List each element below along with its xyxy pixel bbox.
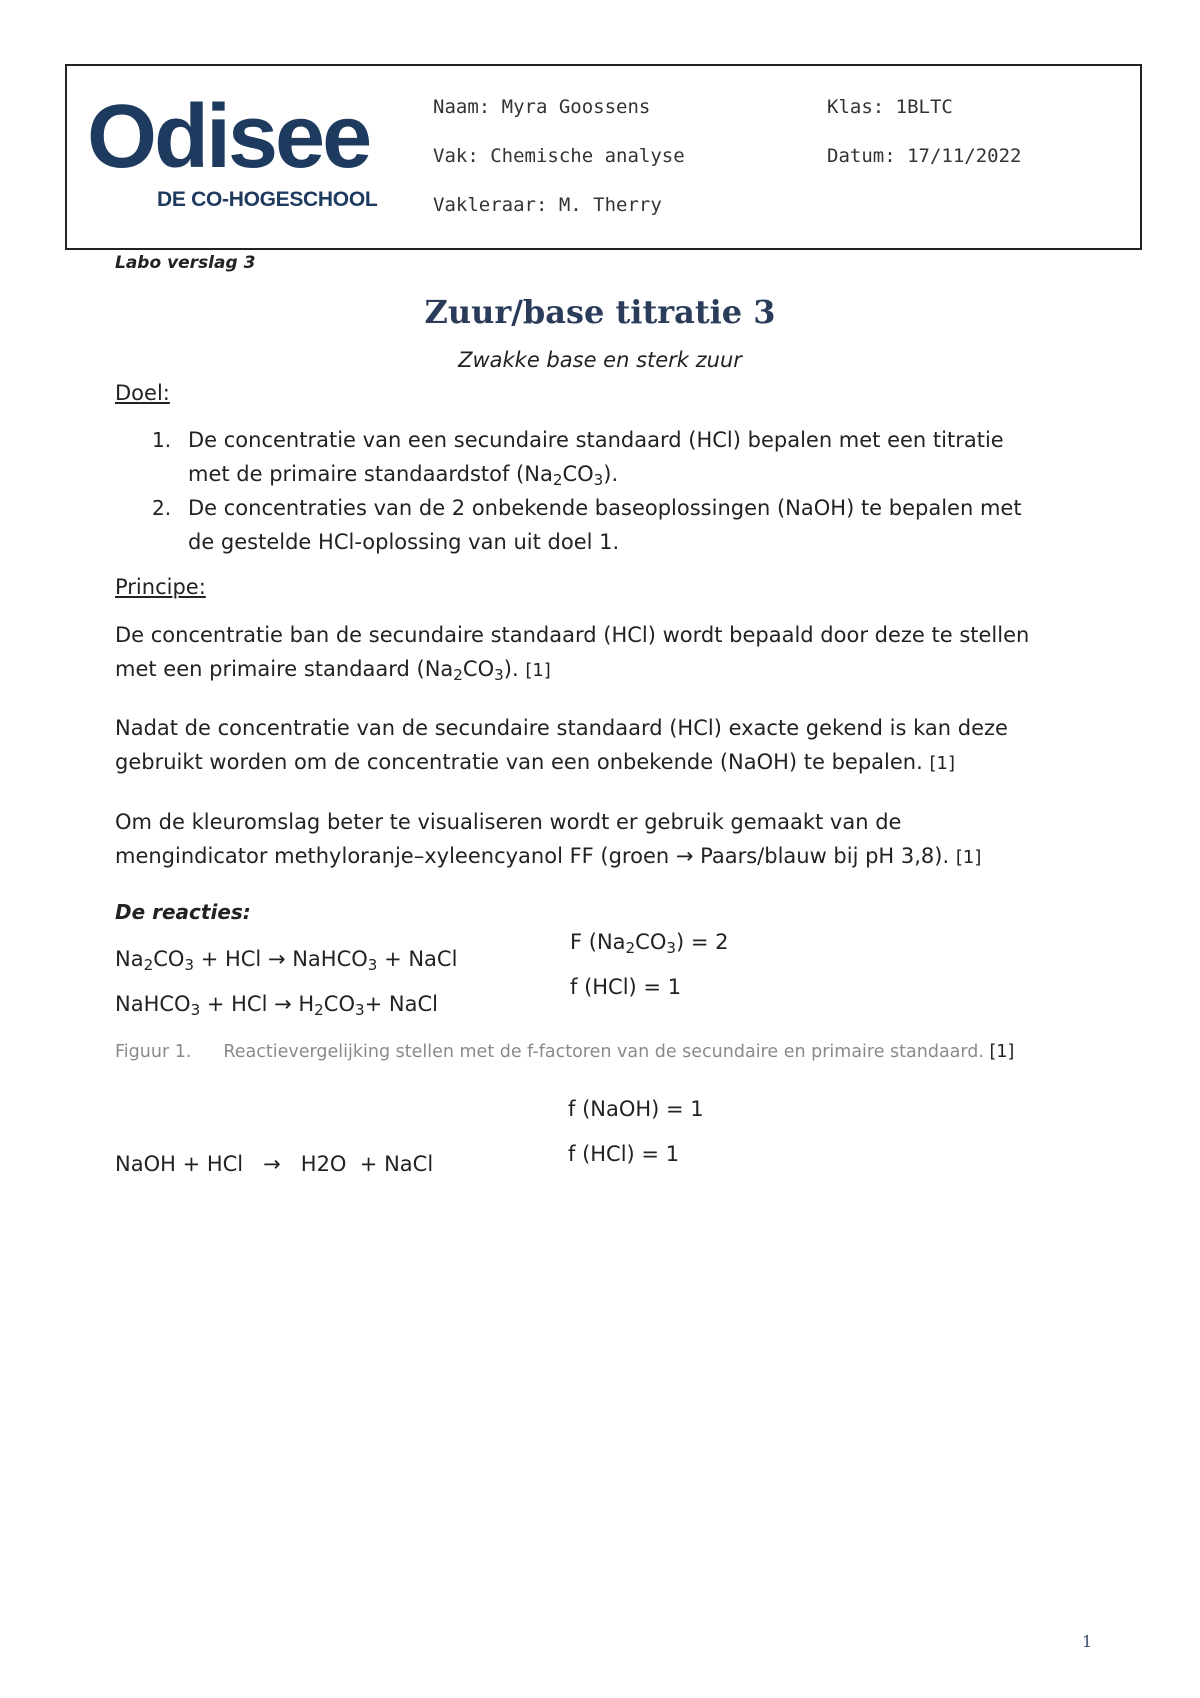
citation-ref: [1]	[929, 753, 955, 774]
citation-ref: [1]	[955, 847, 982, 868]
reacties-heading: De reacties:	[115, 900, 251, 924]
principe-heading: Principe:	[115, 575, 206, 599]
page-title: Zuur/base titratie 3	[424, 293, 776, 331]
doel-item-line: met de primaire standaardstof $(Na_2CO_3)$.	[188, 462, 619, 490]
principe-p3-line: Om de kleuromslag beter te visualiseren wordt er gebruik gemaakt van de	[115, 810, 902, 834]
doel-item-line: De concentratie van een secundaire standaard (HCl) bepalen met een titratie	[188, 428, 1004, 452]
logo-subtitle: DE CO-HOGESCHOOL	[157, 188, 378, 211]
caption-label: Figuur 1.	[115, 1042, 192, 1062]
page-number: 1	[1082, 1632, 1093, 1651]
figure-caption	[115, 1042, 1014, 1062]
principe-p1-line: met een primaire standaard $(Na_2CO_3)$. [1]	[115, 657, 551, 685]
principe-p3-line: mengindicator methyloranje–xyleencyanol FF (groen → Paars/blauw bij pH 3,8). [1]	[115, 844, 982, 868]
f-factor: f (NaOH) = 1	[568, 1097, 704, 1121]
header-vakleraar: Vakleraar: M. Therry	[433, 194, 662, 216]
f-factor: f (HCl) = 1	[568, 1142, 680, 1166]
f-factor: F $(Na_2CO_3) = 2$	[570, 930, 729, 958]
header-naam: Naam: Myra Goossens	[433, 96, 651, 118]
page-subtitle: Zwakke base en sterk zuur	[458, 348, 742, 372]
reaction-equation: NaHCO$_3$ + HCl → $H_2CO_3+$ NaCl	[115, 992, 438, 1020]
odisee-logo	[87, 87, 392, 226]
citation-ref: [1]	[525, 660, 551, 681]
labo-label: Labo verslag 3	[115, 253, 256, 273]
doel-item-line: de gestelde HCl-oplossing van uit doel 1.	[188, 530, 620, 554]
caption-text: Reactievergelijking stellen met de f-factoren van de secundaire en primaire standaard.	[223, 1042, 984, 1062]
doel-item-number: 1.	[152, 428, 172, 452]
logo-word: Odisee	[87, 87, 370, 187]
reaction-equation: $Na_2CO_3$ + HCl → NaHCO$_3$ + NaCl	[115, 947, 458, 975]
reaction-equation: NaOH + HCl → H2O + NaCl	[115, 1152, 434, 1176]
doel-heading: Doel:	[115, 381, 170, 405]
f-factor: f (HCl) = 1	[570, 975, 682, 999]
principe-p2-line: gebruikt worden om de concentratie van een onbekende (NaOH) te bepalen. [1]	[115, 750, 955, 774]
principe-p2-line: Nadat de concentratie van de secundaire standaard (HCl) exacte gekend is kan deze	[115, 716, 1008, 740]
header-klas: Klas: 1BLTC	[827, 96, 953, 118]
principe-p1-line: De concentratie ban de secundaire standaard (HCl) wordt bepaald door deze te stellen	[115, 623, 1030, 647]
header-vak: Vak: Chemische analyse	[433, 145, 685, 167]
doel-item-line: De concentraties van de 2 onbekende baseoplossingen (NaOH) te bepalen met	[188, 496, 1022, 520]
header-datum: Datum: 17/11/2022	[827, 145, 1022, 167]
citation-ref: [1]	[989, 1042, 1015, 1062]
doel-item-number: 2.	[152, 496, 172, 520]
